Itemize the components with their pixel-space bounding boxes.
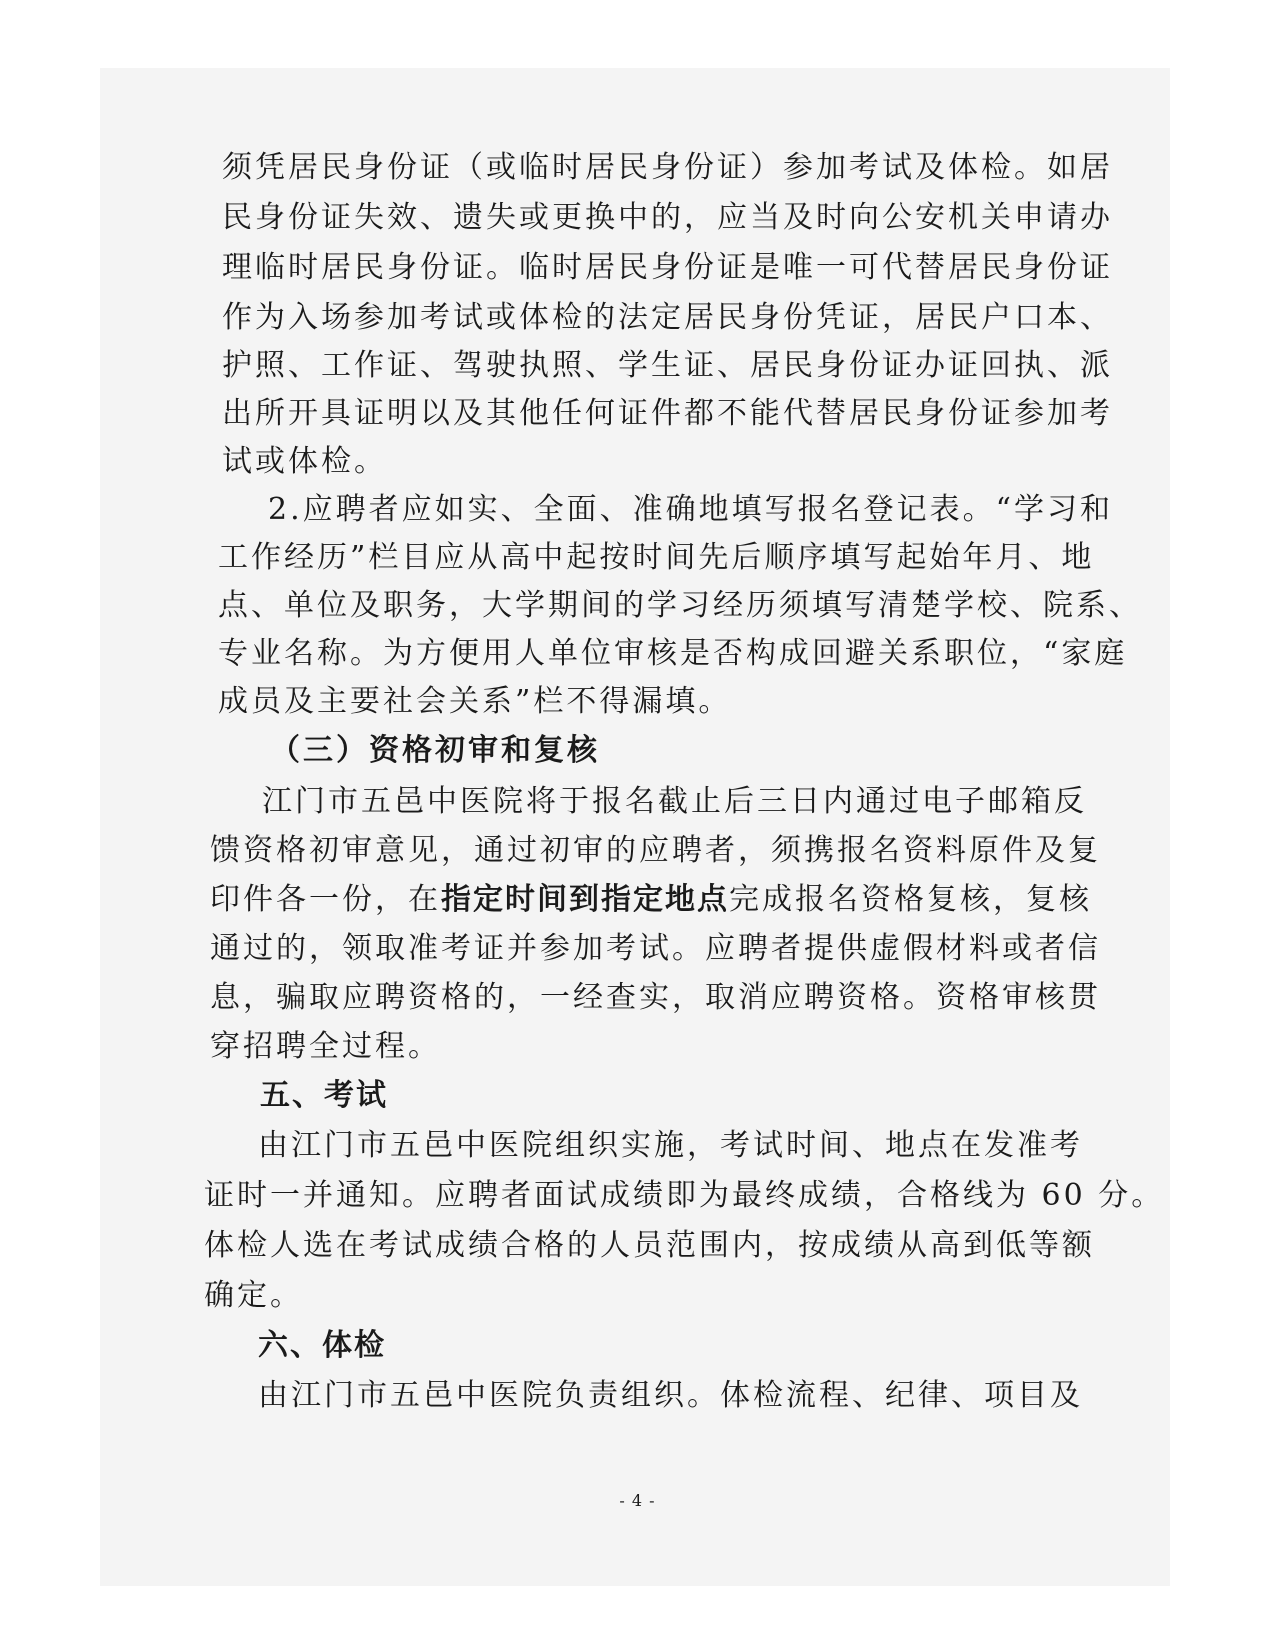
paragraph-line: 体检人选在考试成绩合格的人员范围内，按成绩从高到低等额 xyxy=(204,1228,1095,1263)
paragraph-line: 成员及主要社会关系”栏不得漏填。 xyxy=(218,684,732,719)
paragraph-line: 证时一并通知。应聘者面试成绩即为最终成绩，合格线为 60 分。 xyxy=(204,1178,1165,1213)
paragraph-line: 作为入场参加考试或体检的法定居民身份凭证，居民户口本、 xyxy=(222,300,1113,335)
paragraph-line: 试或体检。 xyxy=(222,444,387,479)
paragraph-line: 工作经历”栏目应从高中起按时间先后顺序填写起始年月、地 xyxy=(218,540,1095,575)
paragraph-line: 出所开具证明以及其他任何证件都不能代替居民身份证参加考 xyxy=(222,396,1113,431)
paragraph-line: 点、单位及职务，大学期间的学习经历须填写清楚学校、院系、 xyxy=(218,588,1142,623)
text-segment: 完成报名资格复核，复核 xyxy=(729,882,1092,917)
paragraph-line: 确定。 xyxy=(204,1278,303,1313)
paragraph-line: 2.应聘者应如实、全面、准确地填写报名登记表。“学习和 xyxy=(268,492,1113,527)
paragraph-line: 护照、工作证、驾驶执照、学生证、居民身份证办证回执、派 xyxy=(222,348,1113,383)
paragraph-line: 穿招聘全过程。 xyxy=(210,1029,441,1064)
paragraph-line: 理临时居民身份证。临时居民身份证是唯一可代替居民身份证 xyxy=(222,250,1113,285)
paragraph-line: 民身份证失效、遗失或更换中的，应当及时向公安机关申请办 xyxy=(222,200,1113,235)
paragraph-line: 馈资格初审意见，通过初审的应聘者，须携报名资料原件及复 xyxy=(210,833,1101,868)
section-title: 五、考试 xyxy=(260,1078,388,1113)
paragraph-line: 通过的，领取准考证并参加考试。应聘者提供虚假材料或者信 xyxy=(210,931,1101,966)
paragraph-line: 由江门市五邑中医院组织实施，考试时间、地点在发准考 xyxy=(258,1128,1083,1163)
paragraph-line: 专业名称。为方便用人单位审核是否构成回避关系职位，“家庭 xyxy=(218,636,1128,671)
section-title: 六、体检 xyxy=(258,1328,386,1363)
paragraph-line: 息，骗取应聘资格的，一经查实，取消应聘资格。资格审核贯 xyxy=(210,980,1101,1015)
paragraph-line: 江门市五邑中医院将于报名截止后三日内通过电子邮箱反 xyxy=(262,784,1087,819)
emphasized-text: 指定时间到指定地点 xyxy=(441,882,729,917)
paragraph-line: 由江门市五邑中医院负责组织。体检流程、纪律、项目及 xyxy=(258,1378,1083,1413)
paragraph-line: 须凭居民身份证（或临时居民身份证）参加考试及体检。如居 xyxy=(222,150,1113,185)
text-segment: 印件各一份，在 xyxy=(210,882,441,917)
subsection-title: （三）资格初审和复核 xyxy=(270,733,600,768)
paragraph-line xyxy=(210,882,1092,918)
page-number: - 4 - xyxy=(619,1491,656,1510)
